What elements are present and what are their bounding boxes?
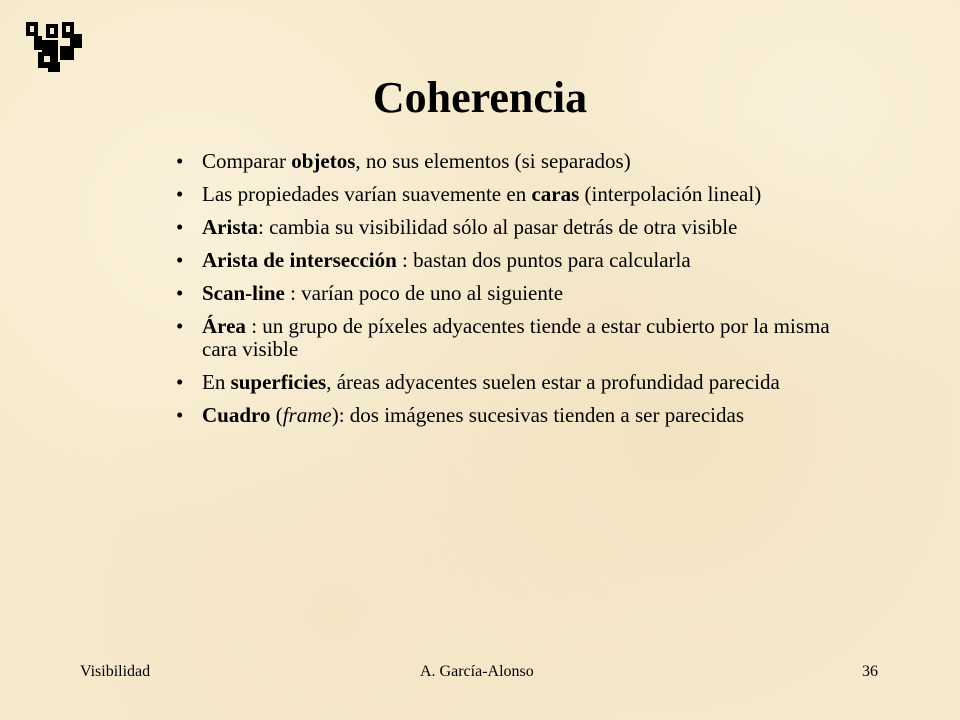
bullet-item [174,249,854,272]
bullet-text: : cambia su visibilidad sólo al pasar detrás de otra visible [258,215,738,239]
page-number: 36 [862,663,878,680]
university-logo-icon [24,18,86,74]
bullet-item [174,315,854,361]
bullet-text: , áreas adyacentes suelen estar a profundidad parecida [326,370,780,394]
bullet-text: caras [531,182,580,206]
bullet-item [174,216,854,239]
bullet-text: (interpolación lineal) [579,182,762,206]
bullet-text: Las propiedades varían suavemente en [202,182,532,206]
bullet-text: , no sus elementos (si separados) [355,149,631,173]
bullet-text: Arista [202,215,258,239]
bullet-text: Área [202,314,246,338]
bullet-item [174,150,854,173]
slide-title: Coherencia [372,73,588,122]
bullet-item [174,371,854,394]
bullet-text: : un grupo de píxeles adyacentes tiende a estar cubierto por la misma cara visible [202,314,835,361]
bullet-item [174,404,854,427]
bullet-text: superficies [230,370,327,394]
bullet-text: frame [282,403,332,427]
bullet-text: Scan-line [202,281,285,305]
bullet-text: Arista de intersección [202,248,397,272]
bullet-item [174,282,854,305]
bullet-text: ( [270,403,283,427]
bullet-list [174,150,854,437]
footer-author: A. García-Alonso [420,663,534,680]
bullet-item [174,183,854,206]
bullet-text: : varían poco de uno al siguiente [284,281,564,305]
bullet-text: En [202,370,231,394]
footer-topic: Visibilidad [80,663,151,680]
bullet-text: : bastan dos puntos para calcularla [396,248,691,272]
bullet-text: Comparar [202,149,292,173]
bullet-text: objetos [291,149,356,173]
bullet-text: ): dos imágenes sucesivas tienden a ser parecidas [331,403,744,427]
bullet-text: Cuadro [202,403,271,427]
